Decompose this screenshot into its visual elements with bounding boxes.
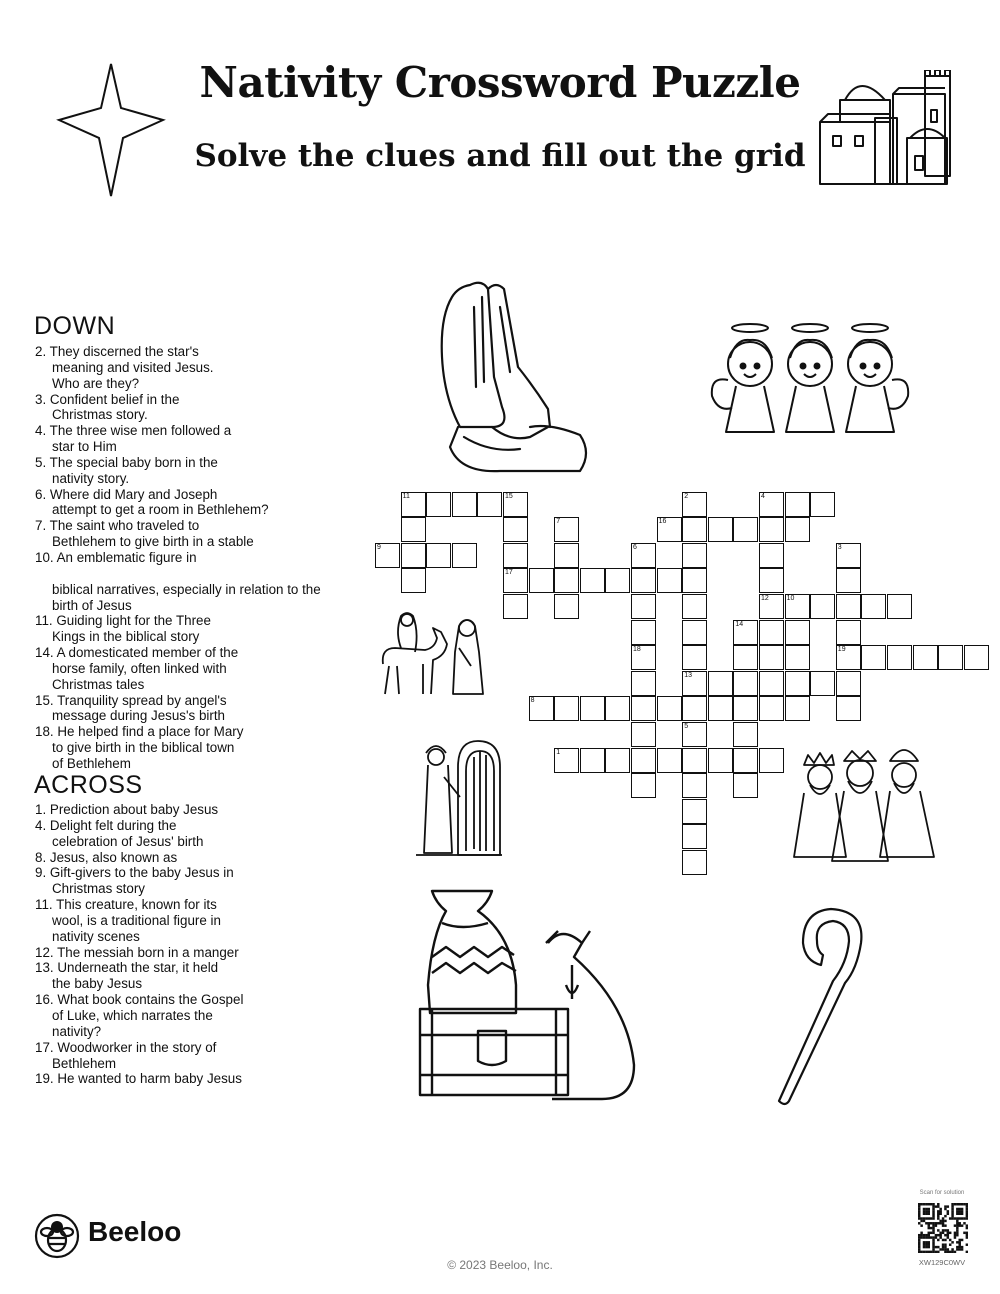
grid-cell[interactable] xyxy=(375,543,400,568)
grid-cell[interactable] xyxy=(785,645,810,670)
clue-number: 6 xyxy=(633,543,637,551)
grid-cell[interactable] xyxy=(887,594,912,619)
across-clue-10: 19. He wanted to harm baby Jesus xyxy=(35,1071,242,1087)
clue-number: 4 xyxy=(761,492,765,500)
grid-cell[interactable] xyxy=(682,517,707,542)
clue-number: 14 xyxy=(735,620,744,628)
down-clue-1: 2. They discerned the star's meaning and visited Jesus. Who are they? xyxy=(35,344,214,391)
grid-cell[interactable] xyxy=(657,748,682,773)
mary-joseph-donkey-icon xyxy=(375,608,495,700)
clue-number: 13 xyxy=(684,671,692,679)
down-clue-7: 10. An emblematic figure in biblical narratives, especially in relation to the birth of Jesus xyxy=(35,549,321,613)
grid-cell[interactable] xyxy=(682,696,707,721)
across-clue-2: 4. Delight felt during the celebration of Jesus' birth xyxy=(35,817,204,849)
grid-cell[interactable] xyxy=(759,594,784,619)
grid-cell[interactable] xyxy=(759,671,784,696)
clue-number: 11 xyxy=(402,492,410,500)
three-wise-men-icon xyxy=(782,745,942,863)
grid-cell[interactable] xyxy=(938,645,963,670)
grid-cell[interactable] xyxy=(477,492,502,517)
grid-cell[interactable] xyxy=(785,517,810,542)
grid-cell[interactable] xyxy=(682,594,707,619)
grid-cell[interactable] xyxy=(836,671,861,696)
grid-cell[interactable] xyxy=(708,748,733,773)
grid-cell[interactable] xyxy=(657,517,682,542)
clue-number: 8 xyxy=(530,697,535,705)
grid-cell[interactable] xyxy=(631,671,656,696)
page-title: Nativity Crossword Puzzle xyxy=(199,58,801,107)
down-clue-9: 14. A domesticated member of the horse family, often linked with Christmas tales xyxy=(35,645,239,692)
clue-number: 12 xyxy=(761,594,769,602)
qr-code-icon xyxy=(918,1203,968,1253)
grid-cell[interactable] xyxy=(708,696,733,721)
grid-cell[interactable] xyxy=(836,645,861,670)
clue-number: 19 xyxy=(837,646,846,654)
grid-cell[interactable] xyxy=(964,645,989,670)
down-clue-8: 11. Guiding light for the Three Kings in the biblical story xyxy=(35,613,211,645)
grid-cell[interactable] xyxy=(580,696,605,721)
brand-name: Beeloo xyxy=(88,1216,182,1247)
clue-number: 18 xyxy=(633,646,641,654)
grid-cell[interactable] xyxy=(529,696,554,721)
grid-cell[interactable] xyxy=(733,696,758,721)
grid-cell[interactable] xyxy=(682,773,707,798)
down-clue-2: 3. Confident belief in the Christmas story. xyxy=(35,391,180,423)
grid-cell[interactable] xyxy=(810,671,835,696)
down-clue-3: 4. The three wise men followed a star to Him xyxy=(35,423,232,455)
grid-cell[interactable] xyxy=(785,671,810,696)
across-clue-3: 8. Jesus, also known as xyxy=(35,849,178,865)
grid-cell[interactable] xyxy=(836,543,861,568)
grid-cell[interactable] xyxy=(503,517,528,542)
grid-cell[interactable] xyxy=(861,594,886,619)
grid-cell[interactable] xyxy=(631,594,656,619)
grid-cell[interactable] xyxy=(631,645,656,670)
grid-cell[interactable] xyxy=(682,722,707,747)
grid-cell[interactable] xyxy=(503,492,528,517)
grid-cell[interactable] xyxy=(657,696,682,721)
grid-cell[interactable] xyxy=(913,645,938,670)
grid-cell[interactable] xyxy=(733,773,758,798)
clue-number: 16 xyxy=(658,518,667,526)
clue-number: 7 xyxy=(556,518,561,526)
grid-cell[interactable] xyxy=(529,568,554,593)
grid-cell[interactable] xyxy=(708,671,733,696)
grid-cell[interactable] xyxy=(785,492,810,517)
grid-cell[interactable] xyxy=(426,492,451,517)
grid-cell[interactable] xyxy=(708,517,733,542)
grid-cell[interactable] xyxy=(503,594,528,619)
across-clue-8: 16. What book contains the Gospel of Luke, which narrates the nativity? xyxy=(35,992,244,1039)
grid-cell[interactable] xyxy=(631,773,656,798)
praying-hands-icon xyxy=(430,277,595,477)
down-clue-10: 15. Tranquility spread by angel's message during Jesus's birth xyxy=(35,692,227,724)
across-clue-7: 13. Underneath the star, it held the baby Jesus xyxy=(35,960,219,992)
grid-cell[interactable] xyxy=(605,696,630,721)
across-clue-6: 12. The messiah born in a manger xyxy=(35,944,239,960)
grid-cell[interactable] xyxy=(452,543,477,568)
grid-cell[interactable] xyxy=(810,594,835,619)
clue-number: 9 xyxy=(377,543,381,551)
angels-icon xyxy=(708,320,913,438)
grid-cell[interactable] xyxy=(682,492,707,517)
grid-cell[interactable] xyxy=(785,696,810,721)
grid-cell[interactable] xyxy=(733,748,758,773)
grid-cell[interactable] xyxy=(682,799,707,824)
grid-cell[interactable] xyxy=(682,671,707,696)
grid-cell[interactable] xyxy=(836,568,861,593)
grid-cell[interactable] xyxy=(401,517,426,542)
shepherd-staff-icon xyxy=(775,903,870,1108)
grid-cell[interactable] xyxy=(759,492,784,517)
grid-cell[interactable] xyxy=(580,568,605,593)
grid-cell[interactable] xyxy=(759,645,784,670)
grid-cell[interactable] xyxy=(682,645,707,670)
grid-cell[interactable] xyxy=(554,748,579,773)
star-icon xyxy=(55,60,167,200)
grid-cell[interactable] xyxy=(503,543,528,568)
beeloo-logo-icon xyxy=(33,1212,81,1260)
clue-number: 17 xyxy=(505,569,513,577)
clue-number: 2 xyxy=(684,492,689,500)
qr-code-text: XW129C0WV xyxy=(918,1258,966,1267)
grid-cell[interactable] xyxy=(861,645,886,670)
grid-cell[interactable] xyxy=(580,748,605,773)
grid-cell[interactable] xyxy=(657,568,682,593)
grid-cell[interactable] xyxy=(426,543,451,568)
grid-cell[interactable] xyxy=(631,568,656,593)
grid-cell[interactable] xyxy=(605,568,630,593)
innkeeper-door-icon xyxy=(414,737,504,857)
bethlehem-town-icon xyxy=(815,70,960,188)
down-clue-11: 18. He helped find a place for Mary to give birth in the biblical town of Bethlehem xyxy=(35,724,244,771)
clue-number: 3 xyxy=(837,543,842,551)
grid-cell[interactable] xyxy=(452,492,477,517)
grid-cell[interactable] xyxy=(631,696,656,721)
clue-number: 1 xyxy=(556,748,561,756)
grid-cell[interactable] xyxy=(836,594,861,619)
across-clue-1: 1. Prediction about baby Jesus xyxy=(35,802,219,817)
down-heading: DOWN xyxy=(34,312,116,340)
clue-number: 10 xyxy=(786,594,795,602)
down-clue-5: 6. Where did Mary and Joseph attempt to get a room in Bethlehem? xyxy=(35,486,269,518)
grid-cell[interactable] xyxy=(785,594,810,619)
grid-cell[interactable] xyxy=(887,645,912,670)
qr-label: Scan for solution xyxy=(919,1190,965,1196)
grid-cell[interactable] xyxy=(554,594,579,619)
grid-cell[interactable] xyxy=(682,620,707,645)
grid-cell[interactable] xyxy=(836,696,861,721)
grid-cell[interactable] xyxy=(605,748,630,773)
down-clue-6: 7. The saint who traveled to Bethlehem to give birth in a stable xyxy=(35,518,254,550)
grid-cell[interactable] xyxy=(759,568,784,593)
grid-cell[interactable] xyxy=(631,620,656,645)
page-subtitle: Solve the clues and fill out the grid xyxy=(194,138,806,174)
grid-cell[interactable] xyxy=(810,492,835,517)
grid-cell[interactable] xyxy=(631,543,656,568)
across-clue-4: 9. Gift-givers to the baby Jesus in Christmas story xyxy=(35,865,234,897)
across-clue-list xyxy=(35,802,335,1087)
grid-cell[interactable] xyxy=(733,517,758,542)
across-clue-5: 11. This creature, known for its wool, is a traditional figure in nativity scenes xyxy=(35,897,221,944)
grid-cell[interactable] xyxy=(836,620,861,645)
grid-cell[interactable] xyxy=(759,620,784,645)
down-clue-list xyxy=(35,344,335,772)
grid-cell[interactable] xyxy=(401,568,426,593)
across-clue-9: 17. Woodworker in the story of Bethlehem xyxy=(35,1039,217,1071)
grid-cell[interactable] xyxy=(682,543,707,568)
grid-cell[interactable] xyxy=(759,517,784,542)
grid-cell[interactable] xyxy=(554,696,579,721)
grid-cell[interactable] xyxy=(554,543,579,568)
grid-cell[interactable] xyxy=(631,722,656,747)
grid-cell[interactable] xyxy=(554,517,579,542)
across-heading: ACROSS xyxy=(34,771,143,799)
grid-cell[interactable] xyxy=(733,671,758,696)
grid-cell[interactable] xyxy=(733,645,758,670)
grid-cell[interactable] xyxy=(682,850,707,875)
clue-number: 5 xyxy=(684,722,689,730)
grid-cell[interactable] xyxy=(733,620,758,645)
grid-cell[interactable] xyxy=(759,543,784,568)
gifts-icon xyxy=(412,885,642,1105)
grid-cell[interactable] xyxy=(733,722,758,747)
down-clue-4: 5. The special baby born in the nativity story. xyxy=(35,454,218,486)
grid-cell[interactable] xyxy=(682,568,707,593)
clue-number: 15 xyxy=(505,492,513,500)
grid-cell[interactable] xyxy=(785,620,810,645)
grid-cell[interactable] xyxy=(759,696,784,721)
grid-cell[interactable] xyxy=(401,492,426,517)
copyright-text: © 2023 Beeloo, Inc. xyxy=(447,1258,553,1272)
grid-cell[interactable] xyxy=(554,568,579,593)
grid-cell[interactable] xyxy=(503,568,528,593)
grid-cell[interactable] xyxy=(682,748,707,773)
grid-cell[interactable] xyxy=(401,543,426,568)
grid-cell[interactable] xyxy=(759,748,784,773)
grid-cell[interactable] xyxy=(631,748,656,773)
grid-cell[interactable] xyxy=(682,824,707,849)
